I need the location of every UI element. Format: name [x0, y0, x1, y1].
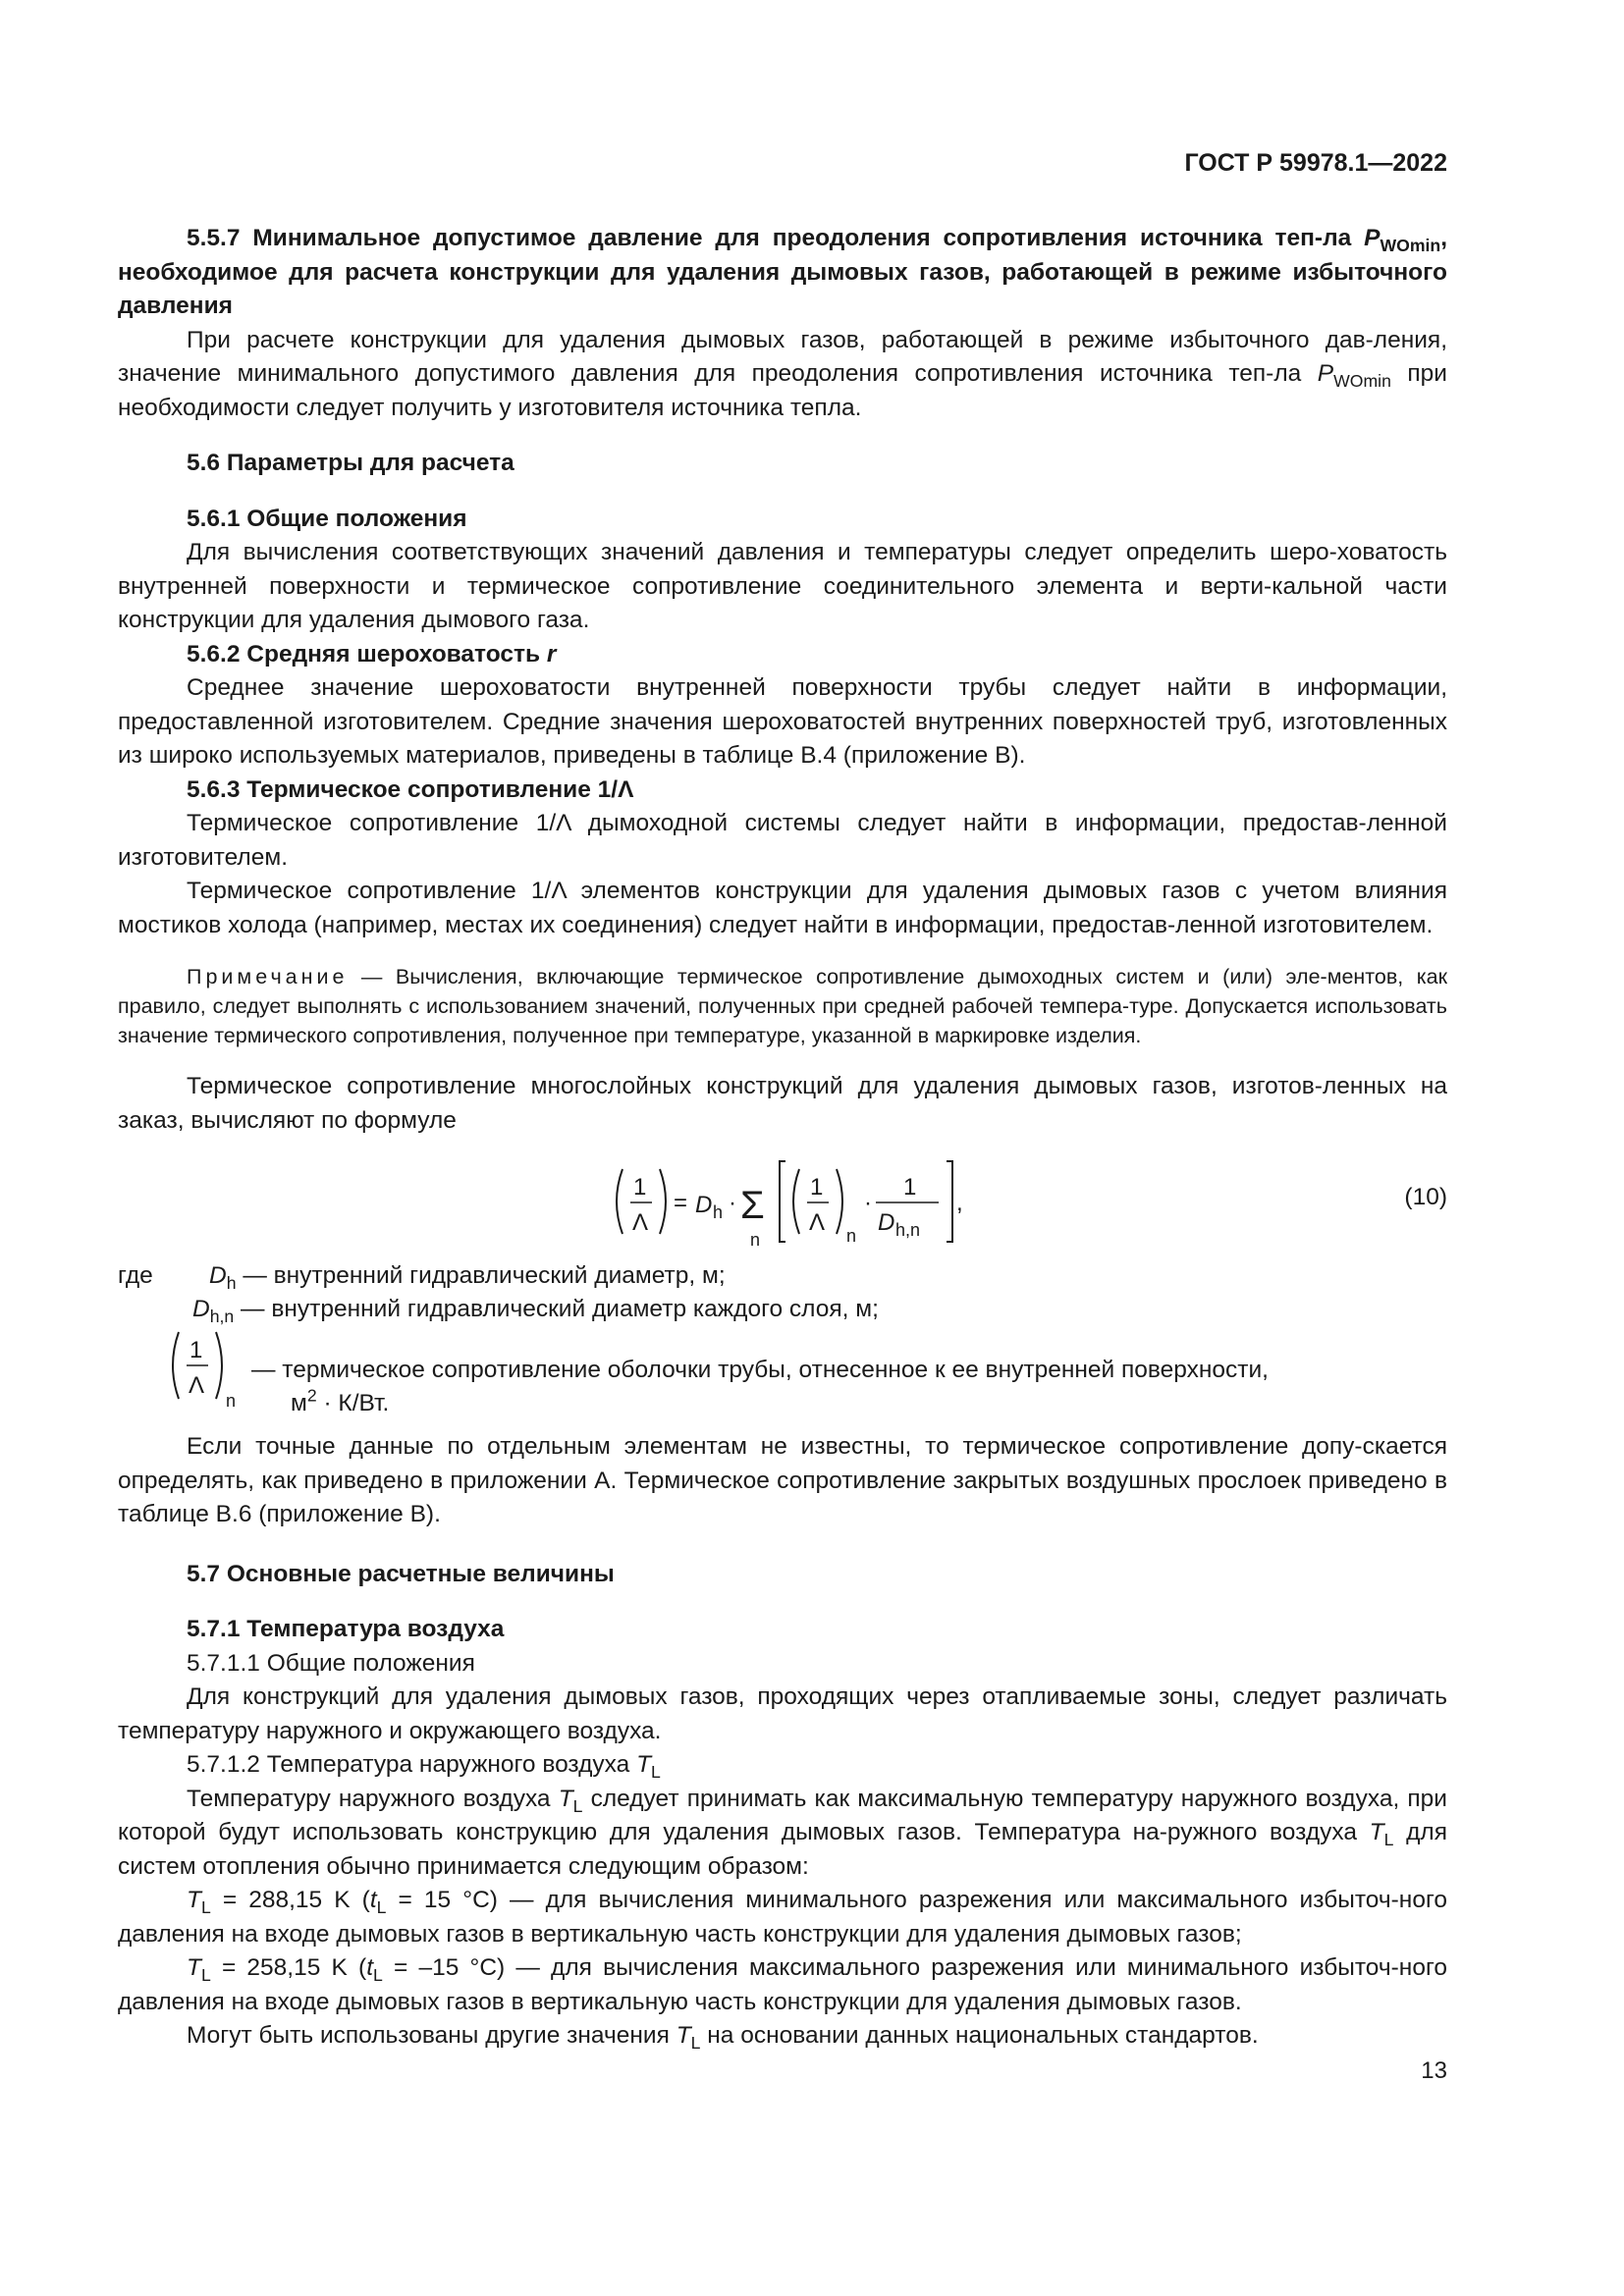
formula-one-3: 1	[903, 1174, 917, 1201]
section-5-7-1-1-text: Для конструкций для удаления дымовых газов, проходящих через отапливаемые зоны, следует различать температуру наружного и окружающего воздуха.	[118, 1683, 1447, 1744]
section-5-7-1-1-title: 5.7.1.1 Общие положения	[187, 1649, 475, 1677]
formula-d-sub: h	[713, 1202, 724, 1222]
formula-dhn: D	[878, 1209, 895, 1236]
formula-dhn-sub: h,n	[895, 1220, 921, 1240]
formula-10	[118, 1148, 1447, 1255]
formula-dot: ·	[729, 1190, 736, 1216]
section-5-5-7-text: При расчете конструкции для удаления дымовых газов, работающей в режиме избыточного дав-ления, значение минимального допустимого давления для преодоления сопротивления источника теп-ла $P_{WOmin}$ при необходимости следует получить у изготовителя источника тепла.	[118, 326, 1447, 421]
formula-d: D	[695, 1192, 713, 1218]
formula-lambda-2: Λ	[809, 1209, 826, 1236]
section-5-6-3-text-b: Термическое сопротивление 1/Λ элементов конструкции для удаления дымовых газов с учетом влияния мостиков холода (например, местах их соединения) следует найти в информации, предостав-ленной изготовителем.	[118, 878, 1447, 938]
section-5-6-title: 5.6 Параметры для расчета	[187, 450, 514, 476]
section-5-6-1-text: Для вычисления соответствующих значений давления и температуры следует определить шеро-ховатость внутренней поверхности и термическое сопротивление соединительного элемента и верти-кальной части конструкции для удаления дымового газа.	[118, 539, 1447, 633]
where-def-3: — термическое сопротивление оболочки трубы, отнесенное к ее внутренней поверхности,	[251, 1357, 1269, 1383]
formula-sum-index: n	[750, 1230, 761, 1250]
note	[118, 962, 1447, 1050]
section-5-6-1-title: 5.6.1 Общие положения	[187, 505, 467, 532]
note-label: Примечание	[187, 965, 349, 988]
where-def-2: $D_{h,n}$ — внутренний гидравлический диаметр каждого слоя, м;	[192, 1296, 879, 1327]
where-frac-one: 1	[189, 1337, 203, 1363]
page-number: 13	[1421, 2057, 1447, 2084]
equation-number: (10)	[1404, 1184, 1447, 1210]
section-5-6-2-title: 5.6.2 Средняя шероховатость r	[187, 640, 557, 667]
formula-dot-2: ·	[864, 1190, 872, 1216]
section-5-6-2-text: Среднее значение шероховатости внутренней поверхности трубы следует найти в информации, предоставленной изготовителем. Средние значения шероховатостей внутренних поверхностей труб, изготовленных из широко используемых материалов, приведены в таблице В.4 (приложение В).	[118, 674, 1447, 769]
page-code: ГОСТ Р 59978.1—2022	[1184, 149, 1447, 177]
formula-comma: ,	[956, 1190, 963, 1216]
formula-one: 1	[633, 1174, 647, 1201]
document-body	[118, 222, 1447, 2054]
section-5-7-1-2-text: Температуру наружного воздуха $T_L$ следует принимать как максимальную температуру наружного воздуха, при которой будут использовать конструкцию для удаления дымовых газов. Температура на-ружного воздуха $T_L$ для систем отопления обычно принимается следующим образом:	[118, 1785, 1447, 1880]
section-5-6-3-text-a: Термическое сопротивление 1/Λ дымоходной системы следует найти в информации, предостав-ленной изготовителем.	[118, 810, 1447, 871]
where-def-1: $D_h$ — внутренний гидравлический диаметр, м;	[209, 1262, 726, 1294]
section-5-6-3-text-c: Термическое сопротивление многослойных конструкций для удаления дымовых газов, изготов-ленных на заказ, вычисляют по формуле	[118, 1073, 1447, 1134]
formula-n-sub: n	[846, 1226, 857, 1246]
where-frac-lambda: Λ	[189, 1372, 205, 1399]
value-line-1: $T_L = 288,15$ K ($t_L = 15$ °C) — для вычисления минимального разрежения или максимального избыточ-ного давления на входе дымовых газов в вертикальную часть конструкции для удаления дымовых газов;	[118, 1887, 1447, 1948]
where-label: где	[118, 1262, 153, 1289]
section-5-6-3-title: 5.6.3 Термическое сопротивление 1/Λ	[187, 775, 634, 803]
where-frac-n: n	[226, 1391, 237, 1411]
value-line-2: $T_L = 258,15$ K ($t_L = -15$ °C) — для вычисления максимального разрежения или минимального избыточ-ного давления на входе дымовых газов в вертикальную часть конструкции для удаления дымовых газов.	[118, 1954, 1447, 2015]
note-text: — Вычисления, включающие термическое сопротивление дымоходных систем и (или) эле-ментов, как правило, следует выполнять с использованием значений, полученных при средней рабочей темпера-туре. Допускается использовать значение термического сопротивления, полученное при температуре, указанной в маркировке изделия.	[118, 965, 1447, 1047]
section-5-7-1-title: 5.7.1 Температура воздуха	[187, 1616, 505, 1642]
formula-one-2: 1	[810, 1174, 824, 1201]
section-5-5-7-title: 5.5.7 Минимальное допустимое давление для преодоления сопротивления источника теп-ла $P_{WOmin}$, необходимое для расчета конструкции для удаления дымовых газов, работающей в режиме избыточного давления	[118, 225, 1447, 319]
section-5-7-title: 5.7 Основные расчетные величины	[187, 1560, 615, 1587]
section-5-7-1-2-title: 5.7.1.2 Температура наружного воздуха $T_L$	[187, 1751, 661, 1783]
where-fraction	[167, 1328, 245, 1411]
where-def-3-unit: $м^2 \cdot К/Вт$.	[291, 1385, 390, 1416]
closing-line: Могут быть использованы другие значения $T_L$ на основании данных национальных стандартов.	[187, 2022, 1259, 2054]
formula-sum: Σ	[740, 1184, 765, 1227]
where-block	[118, 1259, 1447, 1416]
formula-lambda: Λ	[632, 1209, 649, 1236]
formula-equals: =	[674, 1190, 688, 1216]
paragraph-after-where: Если точные данные по отдельным элементам не известны, то термическое сопротивление допу-скается определять, как приведено в приложении А. Термическое сопротивление закрытых воздушных прослоек приведено в таблице В.6 (приложение В).	[118, 1433, 1447, 1527]
formula-expression	[609, 1148, 1100, 1255]
